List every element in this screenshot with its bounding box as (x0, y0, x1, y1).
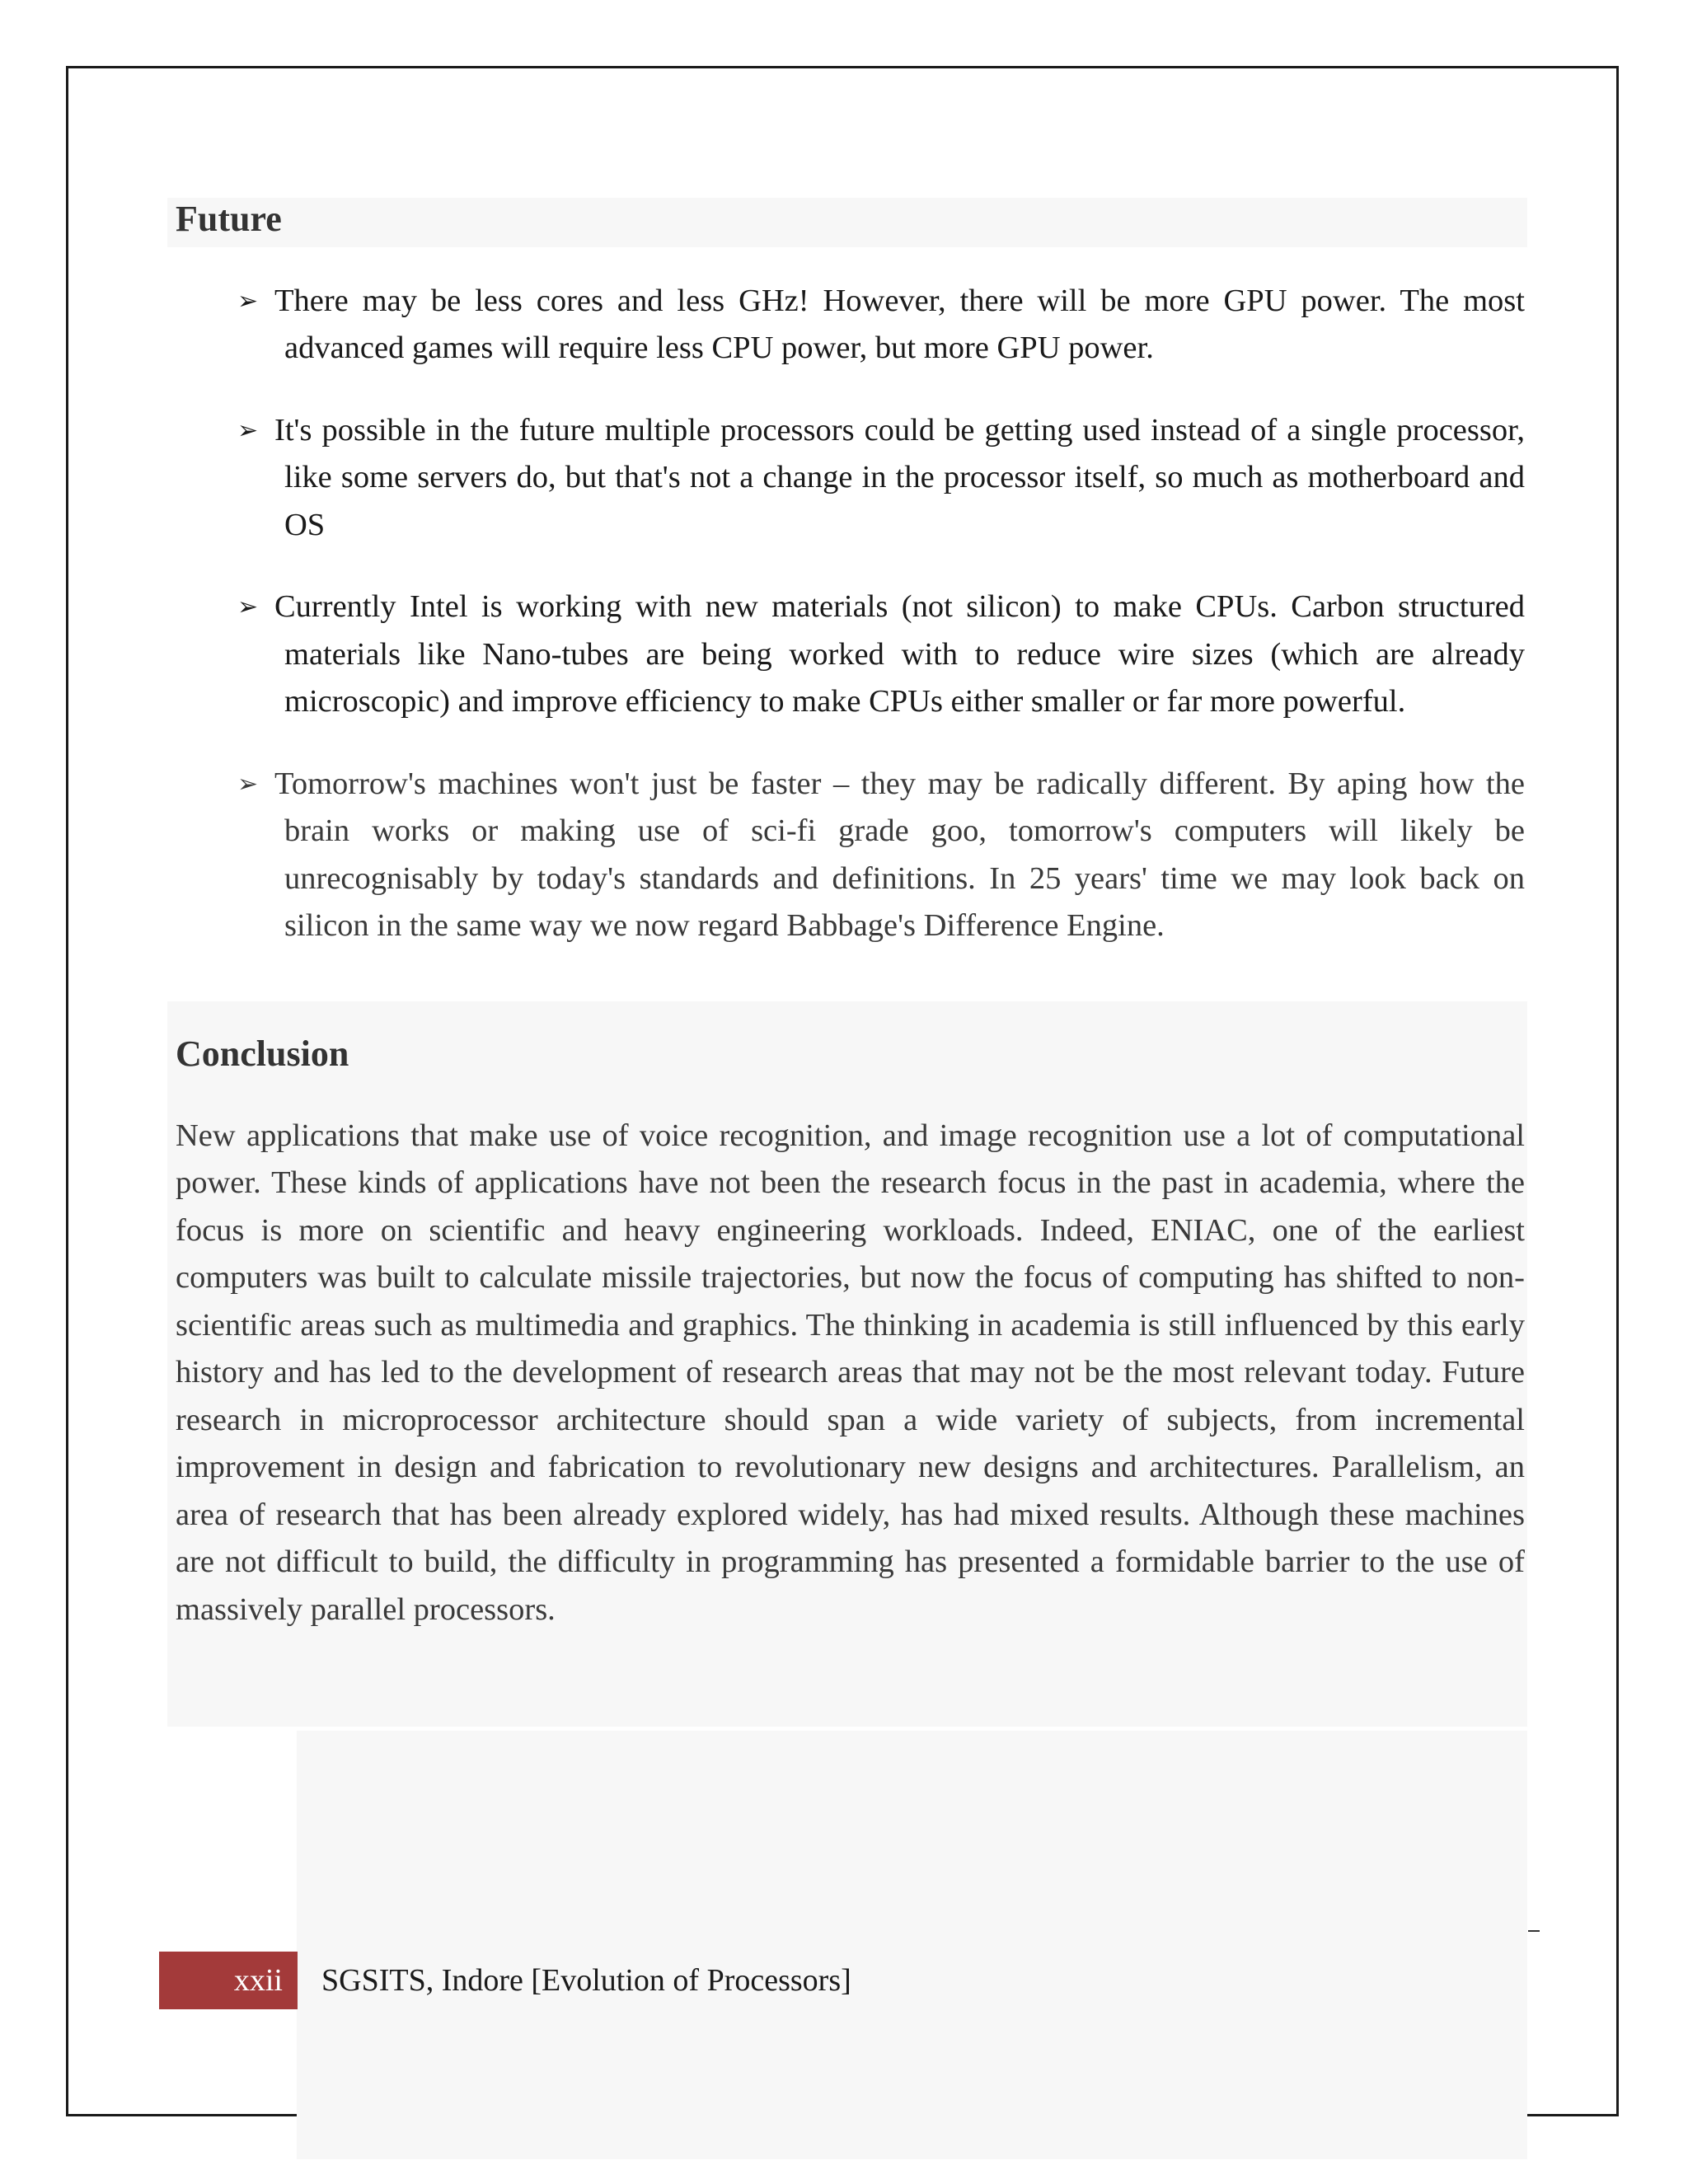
bullet-text: There may be less cores and less GHz! However, there will be more GPU power. The most advanced games will require less CPU power, but more GPU power. (274, 283, 1525, 366)
arrow-bullet-icon: ➢ (237, 286, 259, 316)
list-item (237, 583, 1525, 726)
arrow-bullet-icon: ➢ (237, 415, 259, 445)
arrow-bullet-icon: ➢ (237, 769, 259, 799)
page-content (176, 198, 1525, 1633)
shade-band (297, 1731, 1527, 2159)
page-number: xxii (233, 1963, 283, 1998)
list-item (237, 278, 1525, 373)
conclusion-paragraph: New applications that make use of voice recognition, and image recognition use a lot of computational power. These kinds of applications have not been the research focus in the past in academia, where the focus is more on scientific and heavy engineering workloads. Indeed, ENIAC, one of the earliest computers was built to calculate missile trajectories, but now the focus of computing has shifted to non-scientific areas such as multimedia and graphics. The thinking in academia is still influenced by this early history and has led to the development of research areas that may not be the most relevant today. Future research in microprocessor architecture should span a wide variety of subjects, from incremental improvement in design and fabrication to revolutionary new designs and architectures. Parallelism, an area of research that has been already explored widely, has had mixed results. Although these machines are not difficult to build, the difficulty in programming has presented a formidable barrier to the use of massively parallel processors. (176, 1118, 1525, 1627)
page-number-badge (159, 1952, 298, 2009)
conclusion-heading: Conclusion (176, 1033, 349, 1074)
bullet-text: Tomorrow's machines won't just be faster – they may be radically different. By aping how the brain works or making use of sci-fi grade goo, tomorrow's computers will likely be unrecognisably by today's standards and definitions. In 25 years' time we may look back on silicon in the same way we now regard Babbage's Difference Engine. (274, 766, 1525, 944)
page-mark (1528, 1930, 1540, 1932)
bullet-text: Currently Intel is working with new materials (not silicon) to make CPUs. Carbon structured materials like Nano-tubes are being worked with to reduce wire sizes (which are already microscopic) and improve efficiency to make CPUs either smaller or far more powerful. (274, 589, 1525, 719)
list-item (237, 407, 1525, 550)
future-bullet-list (176, 278, 1525, 950)
future-heading: Future (176, 199, 282, 239)
bullet-text: It's possible in the future multiple processors could be getting used instead of a single processor, like some servers do, but that's not a change in the processor itself, so much as motherboard and OS (274, 412, 1525, 542)
arrow-bullet-icon: ➢ (237, 593, 259, 622)
footer-title: SGSITS, Indore [Evolution of Processors] (321, 1963, 851, 1998)
list-item (237, 761, 1525, 950)
